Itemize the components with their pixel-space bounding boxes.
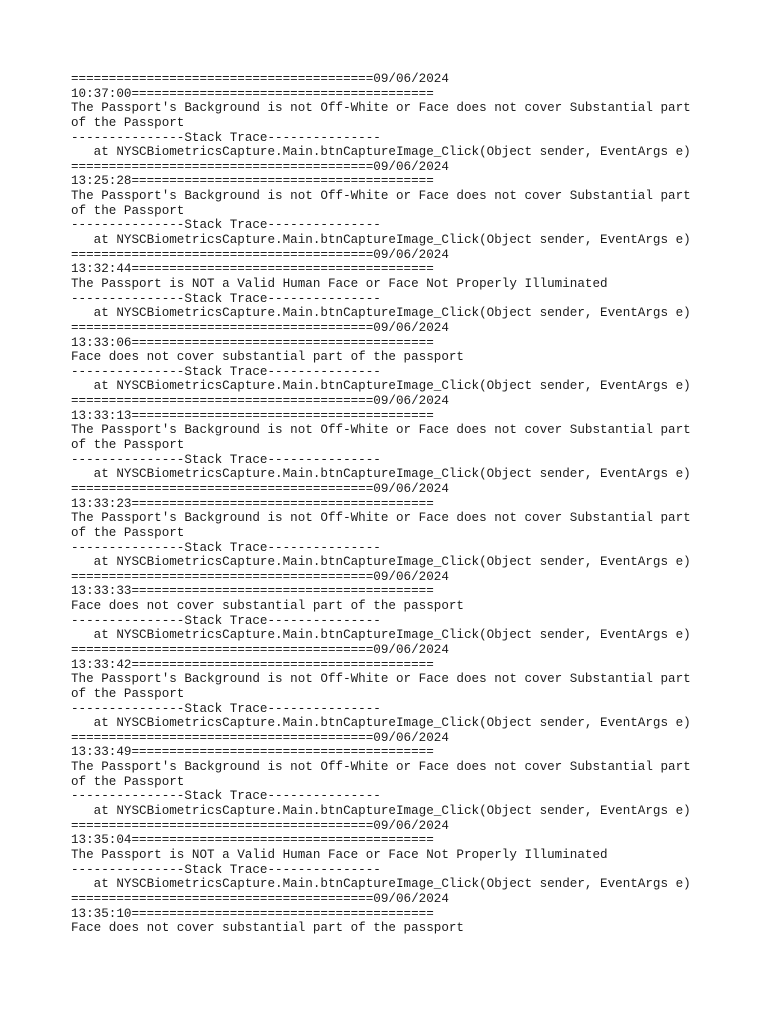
log-line: ========================================09/06/2024 — [71, 481, 449, 496]
log-line: The Passport is NOT a Valid Human Face or Face Not Properly Illuminated — [71, 276, 608, 291]
error-log-document — [71, 72, 761, 936]
log-line: of the Passport — [71, 203, 185, 218]
log-line: ========================================09/06/2024 — [71, 394, 449, 409]
log-line: 13:25:28======================================== — [71, 174, 434, 189]
log-line: at NYSCBiometricsCapture.Main.btnCaptureImage_Click(Object sender, EventArgs e) — [71, 877, 691, 892]
log-line: 13:32:44======================================== — [71, 262, 434, 277]
log-line: The Passport's Background is not Off-White or Face does not cover Substantial part — [71, 760, 691, 775]
log-line: ---------------Stack Trace--------------- — [71, 540, 381, 555]
log-line: ========================================09/06/2024 — [71, 247, 449, 262]
log-line: ========================================09/06/2024 — [71, 730, 449, 745]
log-line: The Passport's Background is not Off-White or Face does not cover Substantial part — [71, 101, 691, 116]
log-line: at NYSCBiometricsCapture.Main.btnCaptureImage_Click(Object sender, EventArgs e) — [71, 555, 691, 570]
log-line: at NYSCBiometricsCapture.Main.btnCaptureImage_Click(Object sender, EventArgs e) — [71, 306, 691, 321]
log-line: The Passport's Background is not Off-White or Face does not cover Substantial part — [71, 511, 691, 526]
log-line: ---------------Stack Trace--------------- — [71, 130, 381, 145]
log-line: of the Passport — [71, 115, 185, 130]
log-line: ========================================09/06/2024 — [71, 320, 449, 335]
log-line: 10:37:00======================================== — [71, 86, 434, 101]
log-line: at NYSCBiometricsCapture.Main.btnCaptureImage_Click(Object sender, EventArgs e) — [71, 716, 691, 731]
log-line: ========================================09/06/2024 — [71, 818, 449, 833]
log-line: Face does not cover substantial part of the passport — [71, 599, 464, 614]
log-line: ========================================09/06/2024 — [71, 159, 449, 174]
log-line: ---------------Stack Trace--------------- — [71, 789, 381, 804]
log-line: The Passport is NOT a Valid Human Face or Face Not Properly Illuminated — [71, 847, 608, 862]
log-line: at NYSCBiometricsCapture.Main.btnCaptureImage_Click(Object sender, EventArgs e) — [71, 233, 691, 248]
log-line: 13:35:10======================================== — [71, 906, 434, 921]
log-line: The Passport's Background is not Off-White or Face does not cover Substantial part — [71, 423, 691, 438]
log-line: at NYSCBiometricsCapture.Main.btnCaptureImage_Click(Object sender, EventArgs e) — [71, 467, 691, 482]
log-line: ---------------Stack Trace--------------- — [71, 218, 381, 233]
log-line: ========================================09/06/2024 — [71, 642, 449, 657]
log-line: ---------------Stack Trace--------------- — [71, 862, 381, 877]
log-line: ---------------Stack Trace--------------- — [71, 291, 381, 306]
log-line: Face does not cover substantial part of the passport — [71, 350, 464, 365]
log-line: ---------------Stack Trace--------------- — [71, 701, 381, 716]
log-line: ========================================09/06/2024 — [71, 569, 449, 584]
log-line: at NYSCBiometricsCapture.Main.btnCaptureImage_Click(Object sender, EventArgs e) — [71, 628, 691, 643]
log-line: ========================================09/06/2024 — [71, 891, 449, 906]
log-line: of the Passport — [71, 438, 185, 453]
log-line: The Passport's Background is not Off-White or Face does not cover Substantial part — [71, 189, 691, 204]
log-line: at NYSCBiometricsCapture.Main.btnCaptureImage_Click(Object sender, EventArgs e) — [71, 379, 691, 394]
log-line: ---------------Stack Trace--------------- — [71, 452, 381, 467]
log-line: of the Passport — [71, 774, 185, 789]
log-line: 13:33:42======================================== — [71, 657, 434, 672]
log-line: at NYSCBiometricsCapture.Main.btnCaptureImage_Click(Object sender, EventArgs e) — [71, 804, 691, 819]
log-line: Face does not cover substantial part of the passport — [71, 921, 464, 936]
log-line: 13:33:49======================================== — [71, 745, 434, 760]
log-line: ---------------Stack Trace--------------- — [71, 364, 381, 379]
log-line: 13:33:33======================================== — [71, 584, 434, 599]
log-line: The Passport's Background is not Off-White or Face does not cover Substantial part — [71, 672, 691, 687]
log-line: at NYSCBiometricsCapture.Main.btnCaptureImage_Click(Object sender, EventArgs e) — [71, 145, 691, 160]
log-line: 13:33:13======================================== — [71, 408, 434, 423]
log-line: 13:33:23======================================== — [71, 496, 434, 511]
log-line: of the Passport — [71, 686, 185, 701]
log-line: ========================================09/06/2024 — [71, 72, 449, 86]
log-line: of the Passport — [71, 525, 185, 540]
log-line: ---------------Stack Trace--------------- — [71, 613, 381, 628]
log-line: 13:33:06======================================== — [71, 335, 434, 350]
log-line: 13:35:04======================================== — [71, 833, 434, 848]
